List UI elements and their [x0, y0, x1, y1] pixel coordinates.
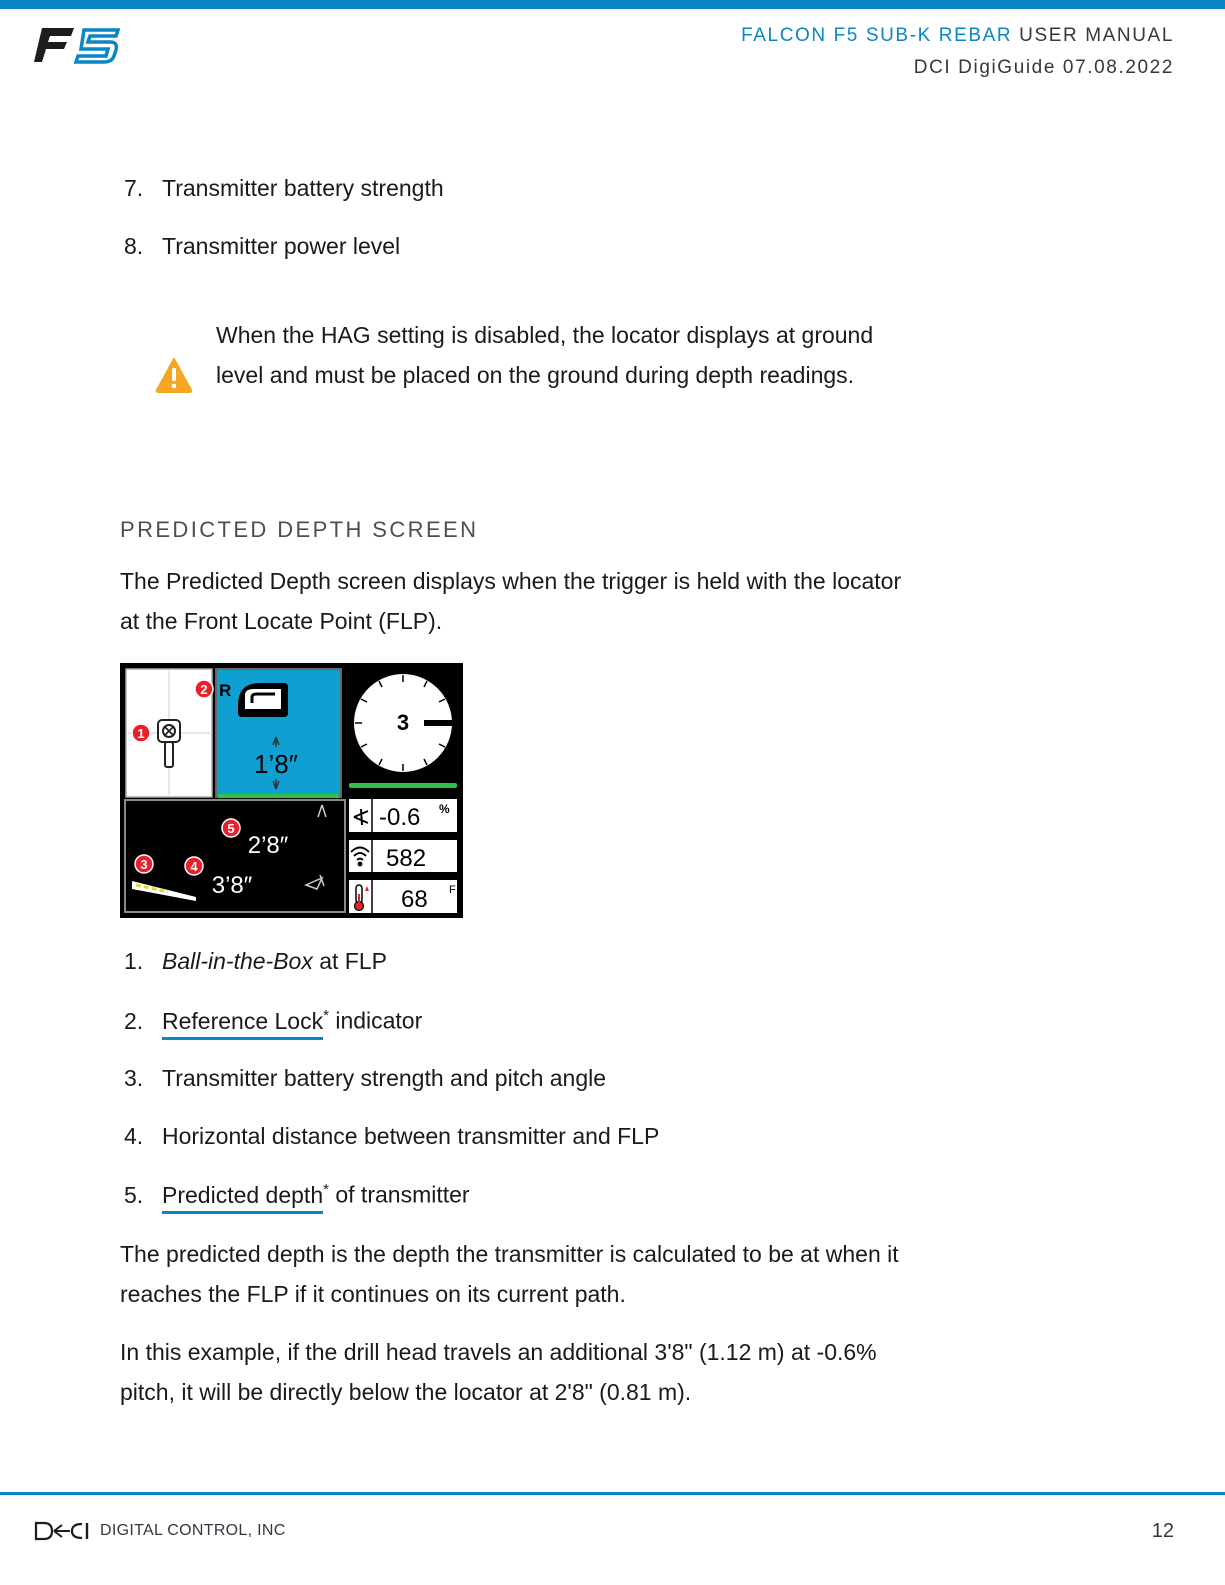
paragraph: The predicted depth is the depth the transmitter is calculated to be at when it reaches the FLP if it continues on its current path. [120, 1241, 899, 1307]
list-number: 8. [124, 233, 144, 259]
list-text: at FLP [312, 948, 387, 974]
header-subtitle [914, 57, 1174, 79]
list-number: 7. [124, 175, 144, 201]
callout-5 [222, 819, 240, 837]
list-number: 1. [124, 948, 144, 974]
svg-text:1: 1 [137, 726, 145, 741]
paragraph: In this example, if the drill head travels an additional 3'8" (1.12 m) at -0.6% pitch, it will be directly below the locator at 2'8" (0.81 m). [120, 1339, 877, 1405]
horizontal-distance-reading: 3’8″ [211, 872, 253, 899]
svg-text:4: 4 [190, 859, 198, 874]
list-item [124, 948, 387, 975]
list-item [124, 175, 444, 202]
list-italic-term: Ball-in-the-Box [162, 948, 313, 974]
pitch-reading: -0.6 [379, 804, 421, 831]
list-text: indicator [328, 1007, 423, 1034]
section-title: PREDICTED DEPTH SCREEN [120, 517, 479, 542]
header-doc-type: USER MANUAL [1019, 25, 1174, 46]
header-product: FALCON F5 SUB-K REBAR [741, 25, 1013, 46]
list-number: 5. [124, 1181, 144, 1208]
list-text: Transmitter battery strength [162, 175, 444, 201]
list-item [124, 233, 400, 260]
asterisk: * [323, 1181, 329, 1198]
list-text: Transmitter power level [162, 233, 401, 259]
callout-1 [132, 724, 150, 742]
compass-value: 3 [396, 710, 410, 735]
footer-company: DIGITAL CONTROL, INC [100, 1522, 286, 1539]
svg-text:5: 5 [227, 821, 235, 836]
svg-text:2: 2 [200, 682, 208, 697]
footer-divider [0, 1492, 1225, 1495]
callout-3 [135, 855, 153, 873]
signal-reading: 582 [386, 845, 427, 872]
reference-letter: R [219, 681, 232, 700]
list-number: 3. [124, 1065, 144, 1091]
list-text: Horizontal distance between transmitter and FLP [162, 1123, 660, 1149]
list-item [124, 1181, 470, 1209]
transmitter-head-icon [238, 683, 288, 717]
temperature-unit: F [449, 884, 456, 896]
warning-icon [155, 356, 193, 394]
roll-compass [349, 669, 457, 777]
page-number: 12 [1151, 1520, 1174, 1542]
f5-logo [34, 25, 120, 65]
note-text: When the HAG setting is disabled, the locator displays at ground level and must be placed on the ground during depth readings. [216, 322, 874, 388]
callout-2 [195, 680, 213, 698]
list-item [124, 1065, 606, 1092]
list-item [124, 1123, 659, 1150]
asterisk: * [323, 1007, 329, 1024]
list-text: of transmitter [328, 1181, 470, 1208]
pitch-unit: % [439, 802, 450, 816]
list-text: Transmitter battery strength and pitch angle [162, 1065, 607, 1091]
header-guide: DCI DigiGuide [913, 57, 1057, 78]
depth-reading: 1’8″ [254, 749, 298, 779]
callout-4 [185, 857, 203, 875]
temperature-reading: 68 [401, 886, 428, 913]
top-accent-bar [0, 0, 1225, 9]
reference-lock-link[interactable]: Reference Lock [162, 1008, 323, 1040]
list-item [124, 1007, 422, 1035]
list-number: 4. [124, 1123, 144, 1149]
svg-text:3: 3 [140, 857, 148, 872]
header-date: 07.08.2022 [1062, 57, 1174, 78]
predicted-depth-link[interactable]: Predicted depth [162, 1182, 323, 1214]
list-number: 2. [124, 1007, 144, 1034]
dci-logo [34, 1521, 90, 1541]
predicted-depth-screen [120, 663, 463, 918]
predicted-depth-reading: 2’8″ [247, 832, 289, 859]
header-title [741, 25, 1174, 47]
section-intro: The Predicted Depth screen displays when the trigger is held with the locator at the Front Locate Point (FLP). [120, 568, 902, 634]
